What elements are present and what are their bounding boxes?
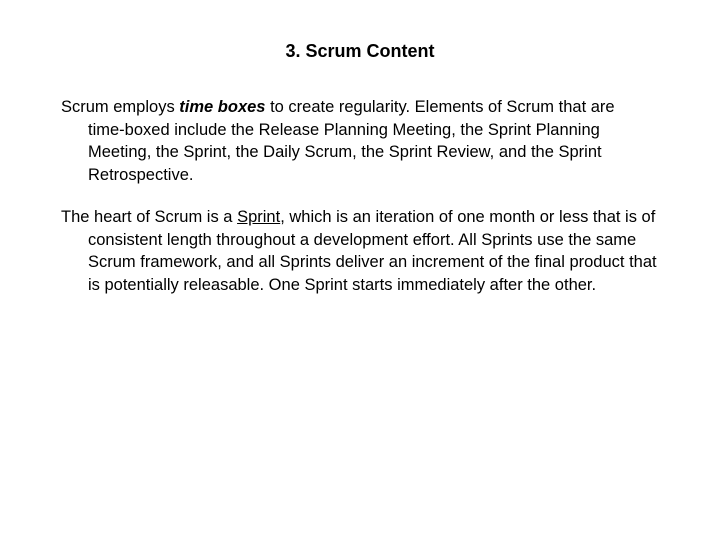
- slide-title: 3. Scrum Content: [285, 41, 435, 61]
- sprint-link[interactable]: Sprint: [237, 208, 281, 226]
- paragraph-1-text-start: Scrum employs: [61, 98, 180, 116]
- paragraph-time-boxes: [61, 96, 661, 186]
- slide-body: [61, 96, 661, 316]
- paragraph-1-text-end: to create regularity. Elements of Scrum that are time-boxed include the Release Planning Meeting, the Sprint Planning Meeting, the Sprint, the Daily Scrum, the Sprint Review, and the Sprint Retrospective.: [88, 98, 615, 184]
- time-boxes-emphasis: time boxes: [179, 98, 266, 116]
- paragraph-sprint: [61, 206, 661, 296]
- paragraph-2-text-end: , which is an iteration of one month or less that is of consistent length throughout a development effort. All Sprints use the same Scrum framework, and all Sprints deliver an increment of the final product that is potentially releasable. One Sprint starts immediately after the other.: [88, 208, 657, 294]
- paragraph-2-text-start: The heart of Scrum is a: [61, 208, 238, 226]
